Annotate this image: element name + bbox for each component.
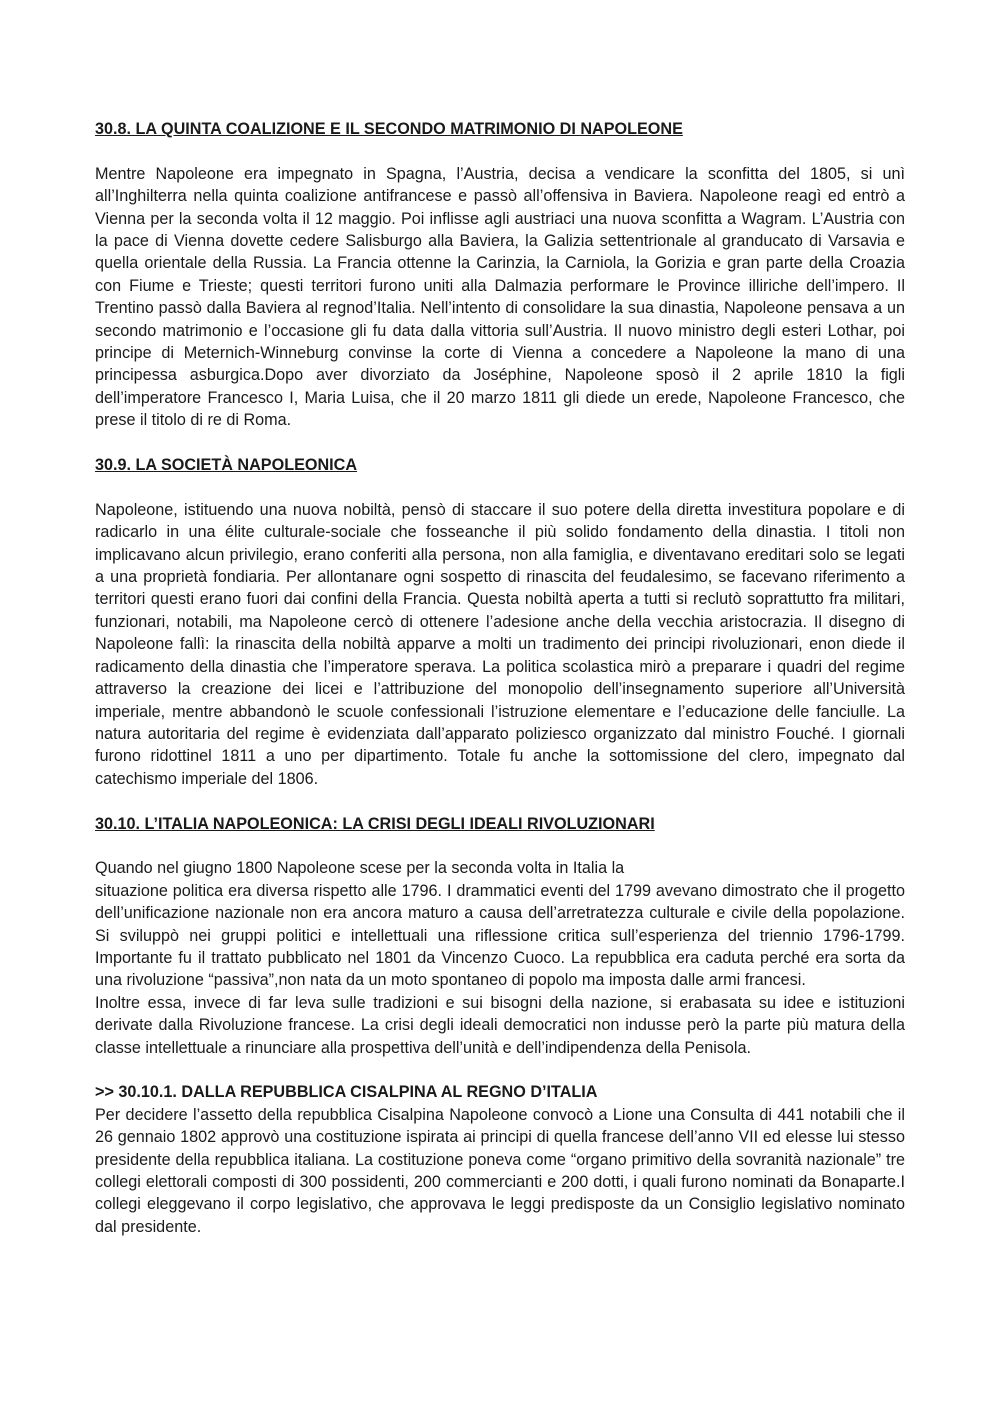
section-paragraph-30-8: Mentre Napoleone era impegnato in Spagna, l’Austria, decisa a vendicare la sconfitta del 1805, si unì all’Inghilterra nella quinta coalizione antifrancese e passò all’offensiva in Baviera. Napoleone reagì ed entrò a Vienna per la seconda volta il 12 maggio. Poi inflisse agli austriaci una nuova sconfitta a Wagram. L’Austria con la pace di Vienna dovette cedere Salisburgo alla Baviera, la Galizia settentrionale al granducato di Varsavia e quella orientale della Russia. La Francia ottenne la Carinzia, la Carniola, la Gorizia e gran parte della Croazia con Fiume e Trieste; questi territori furono uniti alla Dalmazia performare le Province illiriche dell’impero. Il Trentino passò dalla Baviera al regnod’Italia. Nell’intento di consolidare la sua dinastia, Napoleone pensava a un secondo matrimonio e l’occasione gli fu data dalla vittoria sull’Austria. Il nuovo ministro degli esteri Lothar, poi principe di Meternich-Winneburg convinse la corte di Vienna a concedere a Napoleone la mano di una principessa asburgica.Dopo aver divorziato da Joséphine, Napoleone sposò il 2 aprile 1810 la figli dell’imperatore Francesco I, Maria Luisa, che il 20 marzo 1811 gli diede un erede, Napoleone Francesco, che prese il titolo di re di Roma. — [95, 164, 905, 430]
spacer — [95, 835, 905, 857]
section-heading-30-8: 30.8. LA QUINTA COALIZIONE E IL SECONDO MATRIMONIO DI NAPOLEONE — [95, 120, 683, 138]
section-paragraph-30-10-b: Inoltre essa, invece di far leva sulle tradizioni e sui bisogni della nazione, si erabasata su idee e istituzioni derivate dalla Rivoluzione francese. La crisi degli ideali democratici non indusse però la parte più matura della classe intellettuale a rinunciare alla prospettiva dell’unità e dell’indipendenza della Penisola. — [95, 993, 905, 1057]
spacer — [95, 790, 905, 812]
document-page — [95, 118, 905, 1238]
section-heading-30-9: 30.9. LA SOCIETÀ NAPOLEONICA — [95, 456, 358, 475]
subsection-heading-30-10-1: >> 30.10.1. DALLA REPUBBLICA CISALPINA AL REGNO D’ITALIA — [95, 1083, 598, 1102]
spacer — [95, 432, 905, 454]
spacer — [95, 476, 905, 498]
section-first-line-30-10: Quando nel giugno 1800 Napoleone scese per la seconda volta in Italia la — [95, 859, 625, 878]
subsection-paragraph-30-10-1: Per decidere l’assetto della repubblica Cisalpina Napoleone convocò a Lione una Consulta di 441 notabili che il 26 gennaio 1802 approvò una costituzione ispirata ai principi di quella francese dell’anno VII ed elesse lui stesso presidente della repubblica italiana. La costituzione poneva come “organo primitivo della sovranità nazionale” tre collegi elettorali composti di 300 possidenti, 200 commercianti e 200 dotti, i quali furono nominati da Bonaparte.I collegi eleggevano il corpo legislativo, che approvava le leggi predisposte da un Consiglio legislativo nominato dal presidente. — [95, 1105, 905, 1236]
spacer — [95, 140, 905, 162]
section-paragraph-30-9: Napoleone, istituendo una nuova nobiltà, pensò di staccare il suo potere della diretta investitura popolare e di radicarlo in una élite culturale-sociale che fosseanche il più solido fondamento della dinastia. I titoli non implicavano alcun privilegio, erano conferiti alla persona, non alla famiglia, e diventavano ereditari solo se legati a una proprietà fondiaria. Per allontanare ogni sospetto di rinascita del feudalesimo, se facevano riferimento a territori questi erano fuori dai confini della Francia. Questa nobiltà aperta a tutti si reclutò soprattutto fra militari, funzionari, notabili, ma Napoleone cercò di ottenere l’adesione anche della vecchia aristocrazia. Il disegno di Napoleone fallì: la rinascita della nobiltà apparve a molti un tradimento dei principi rivoluzionari, enon diede il radicamento della dinastia che l’imperatore sperava. La politica scolastica mirò a preparare i quadri del regime attraverso la creazione dei licei e l’attribuzione del monopolio dell’insegnamento superiore all’Università imperiale, mentre abbandonò le scuole confessionali l’istruzione elementare e l’educazione delle fanciulle. La natura autoritaria del regime è evidenziata dall’apparato poliziesco organizzato dal ministro Fouché. I giornali furono ridottinel 1811 a uno per dipartimento. Totale fu anche la sottomissione del clero, impegnato dal catechismo imperiale del 1806. — [95, 500, 905, 788]
section-paragraph-30-10: situazione politica era diversa rispetto alle 1796. I drammatici eventi del 1799 avevano dimostrato che il progetto dell’unificazione nazionale non era ancora maturo a causa dell’arretratezza culturale e civile della popolazione. Si sviluppò nei gruppi politici e intellettuali una riflessione critica sull’esperienza del triennio 1796-1799. Importante fu il trattato pubblicato nel 1801 da Vincenzo Cuoco. La repubblica era caduta perché era sorta da una rivoluzione “passiva”,non nata da un moto spontaneo di popolo ma imposta dalle armi francesi. — [95, 881, 905, 990]
section-heading-30-10: 30.10. L’ITALIA NAPOLEONICA: LA CRISI DEGLI IDEALI RIVOLUZIONARI — [95, 814, 655, 833]
spacer — [95, 1059, 905, 1081]
